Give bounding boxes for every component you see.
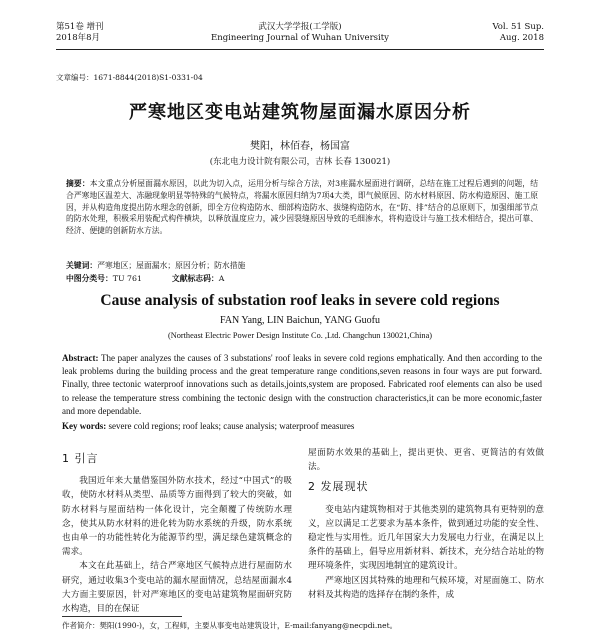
volume-info-en [492, 22, 544, 44]
affiliation-en: (Northeast Electric Power Design Institute Co. ,Ltd. Changchun 130021,China) [167, 331, 433, 340]
abstract-zh [66, 178, 538, 237]
keywords-en-label: Key words: [62, 421, 107, 431]
keywords-zh [66, 260, 538, 271]
running-header [56, 22, 544, 52]
footnote-divider [62, 616, 182, 617]
abstract-zh-label: 摘要： [66, 179, 90, 188]
journal-name [56, 22, 544, 44]
authors-en: FAN Yang, LIN Baichun, YANG Guofu [220, 315, 380, 326]
doc-code-value: A [218, 274, 225, 283]
author-footnote: 作者简介：樊阳(1990-)，女，工程师，主要从事变电站建筑设计，E-mail:fanyang@necpdi.net。 [62, 621, 398, 630]
affiliation-zh: (东北电力设计院有限公司，吉林 长春 130021) [209, 157, 391, 167]
section-heading-development: 2 发展现状 [308, 480, 369, 494]
body-column-left [62, 446, 292, 616]
intro-paragraph-1: 我国近年来大量借鉴国外防水技术，经过“中国式”的吸收，使防水材料从类型、品质等方面得到了较大的突破，如防水材料与屋面结构一体化设计，完全颠覆了传统防水理念，使其从防水材料的进化转为防水系统的升级，防水系统也由单一的功能性转化为能源节约型，满足绿色建筑概念的需求。 [62, 476, 292, 558]
classification-zh [66, 273, 538, 284]
publication-date-en: Aug. 2018 [499, 33, 544, 43]
abstract-en-label: Abstract: [62, 353, 99, 363]
authors-zh: 樊阳，林佰春，杨国富 [250, 141, 350, 152]
body-column-right [308, 446, 544, 602]
keywords-en-text: severe cold regions; roof leaks; cause analysis; waterproof measures [108, 421, 355, 431]
journal-name-en: Engineering Journal of Wuhan University [211, 33, 389, 43]
journal-name-zh: 武汉大学学报(工学版) [258, 22, 342, 32]
development-paragraph-1: 变电站内建筑物相对于其他类别的建筑物具有更特别的意义，应以满足工艺要求为基本条件，做到通过功能的安全性、稳定性与实用性。近几年国家大力发展电力行业，在满足以上条件的基础上，倡导应用新材料、新技术，充分结合站址的物理环境条件，实现因地制宜的建筑设计。 [308, 504, 544, 572]
development-paragraph-2: 严寒地区因其特殊的地理和气候环境，对屋面施工、防水材料及其构造的选择存在制约条件，成 [308, 575, 544, 600]
abstract-en-text: The paper analyzes the causes of 3 substations' roof leaks in severe cold regions emphatically. And then according to the leak problems during the building process and the great temperature range conditions,seven reasons in four ways are put forward. Finally, three tectonic waterproof innovations such as details,joints,system are proposed. Fabricated roof elements can also be used to release the temperature stress combining the tectonic design with the construction characteristics,it can be more economic,faster and more dependable. [62, 353, 542, 416]
intro-paragraph-continued: 屋面防水效果的基础上，提出更快、更省、更简洁的有效做法。 [308, 448, 544, 473]
keywords-zh-label: 关键词： [66, 261, 98, 270]
abstract-en [62, 352, 542, 418]
volume-issue-en: Vol. 51 Sup. [492, 22, 544, 32]
publication-date: 2018年8月 [56, 33, 101, 43]
intro-paragraph-2: 本文在此基础上，结合严寒地区气候特点进行屋面防水研究，通过收集3个变电站的漏水屋面情况，总结屋面漏水4大方面主要原因，针对严寒地区的变电站建筑物屋面研究防水构造，目的在保证 [62, 561, 292, 615]
keywords-zh-text: 严寒地区；屋面漏水；原因分析；防水措施 [97, 261, 246, 270]
section-heading-intro: 1 引言 [62, 452, 99, 465]
title-zh: 严寒地区变电站建筑物屋面漏水原因分析 [129, 102, 471, 123]
volume-issue: 第51卷 增刊 [56, 22, 104, 32]
header-divider [56, 49, 544, 50]
article-number: 文章编号：1671-8844(2018)S1-0331-04 [56, 73, 203, 82]
title-en: Cause analysis of substation roof leaks in severe cold regions [100, 292, 500, 309]
clc-value: TU 761 [112, 274, 142, 283]
doc-code-label: 文献标志码： [171, 274, 219, 283]
abstract-zh-text: 本文重点分析屋面漏水原因，以此为切入点，运用分析与综合方法，对3座漏水屋面进行调研，总结在施工过程后遇到的问题，结合严寒地区温差大、冻融现象明显等特殊的气候特点，将漏水原因归纳为7项4大类，即气候原因、防水材料原因、防水构造原因、施工原因，并从构造角度提出防水理念的创新，即全方位构造防水、细部构造防水、拔缝构造防水，在“防、排”结合的总原则下，加强细部节点的防水处理，积极采用装配式构件横块，以释放温度应力，减少因裂缝原因导致的毛细渗水，将构造设计与施工技术相结合，提出可靠、经济、便捷的创新防水方法。 [66, 179, 538, 236]
clc-label: 中图分类号： [66, 274, 113, 283]
keywords-en [62, 421, 542, 431]
